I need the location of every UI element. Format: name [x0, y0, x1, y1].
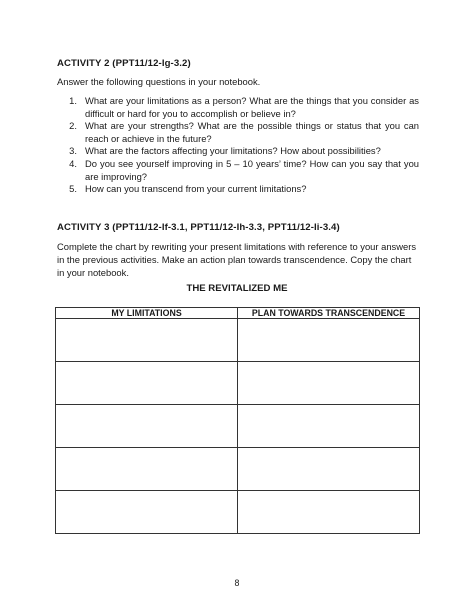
question-item — [57, 158, 419, 183]
question-item — [57, 120, 419, 145]
plan-cell — [238, 448, 420, 491]
question-number: 2. — [69, 120, 77, 132]
table-row — [56, 319, 420, 362]
question-number: 3. — [69, 145, 77, 157]
question-item — [57, 183, 419, 196]
limitation-cell — [56, 362, 238, 405]
plan-cell — [238, 362, 420, 405]
activity-2-question-list — [57, 95, 419, 196]
question-text: What are your strengths? What are the possible things or status that you can reach or achieve in the future? — [85, 120, 419, 144]
activity-3-heading: ACTIVITY 3 (PPT11/12-If-3.1, PPT11/12-Ih-3.3, PPT11/12-Ii-3.4) — [57, 222, 340, 233]
plan-cell — [238, 319, 420, 362]
limitation-cell — [56, 319, 238, 362]
chart-header-row — [56, 308, 420, 319]
question-text: What are the factors affecting your limitations? How about possibilities? — [85, 145, 381, 157]
question-number: 4. — [69, 157, 77, 169]
question-text: What are your limitations as a person? What are the things that you consider as difficult or hard for you to accomplish or believe in? — [85, 95, 419, 119]
table-row — [56, 405, 420, 448]
question-number: 5. — [69, 183, 77, 195]
question-text: How can you transcend from your current limitations? — [85, 183, 307, 195]
limitation-cell — [56, 491, 238, 534]
page-number: 8 — [234, 578, 240, 588]
revitalized-me-chart — [55, 307, 420, 534]
limitation-cell — [56, 405, 238, 448]
question-item — [57, 145, 419, 158]
chart-title: THE REVITALIZED ME — [186, 283, 288, 294]
question-number: 1. — [69, 95, 77, 106]
activity-2-instruction: Answer the following questions in your notebook. — [57, 76, 261, 87]
plan-cell — [238, 405, 420, 448]
activity-2-heading: ACTIVITY 2 (PPT11/12-Ig-3.2) — [57, 58, 191, 69]
question-item — [57, 95, 419, 120]
column-header-plan: PLAN TOWARDS TRANSCENDENCE — [238, 308, 420, 319]
table-row — [56, 491, 420, 534]
column-header-limitations: MY LIMITATIONS — [56, 308, 238, 319]
activity-3-instruction: Complete the chart by rewriting your present limitations with reference to your answers in the previous activities. Make an action plan towards transcendence. Copy the chart in your notebook. — [57, 241, 417, 278]
plan-cell — [238, 491, 420, 534]
question-text: Do you see yourself improving in 5 – 10 years’ time? How can you say that you are improving? — [85, 157, 419, 182]
table-row — [56, 362, 420, 405]
table-row — [56, 448, 420, 491]
limitation-cell — [56, 448, 238, 491]
